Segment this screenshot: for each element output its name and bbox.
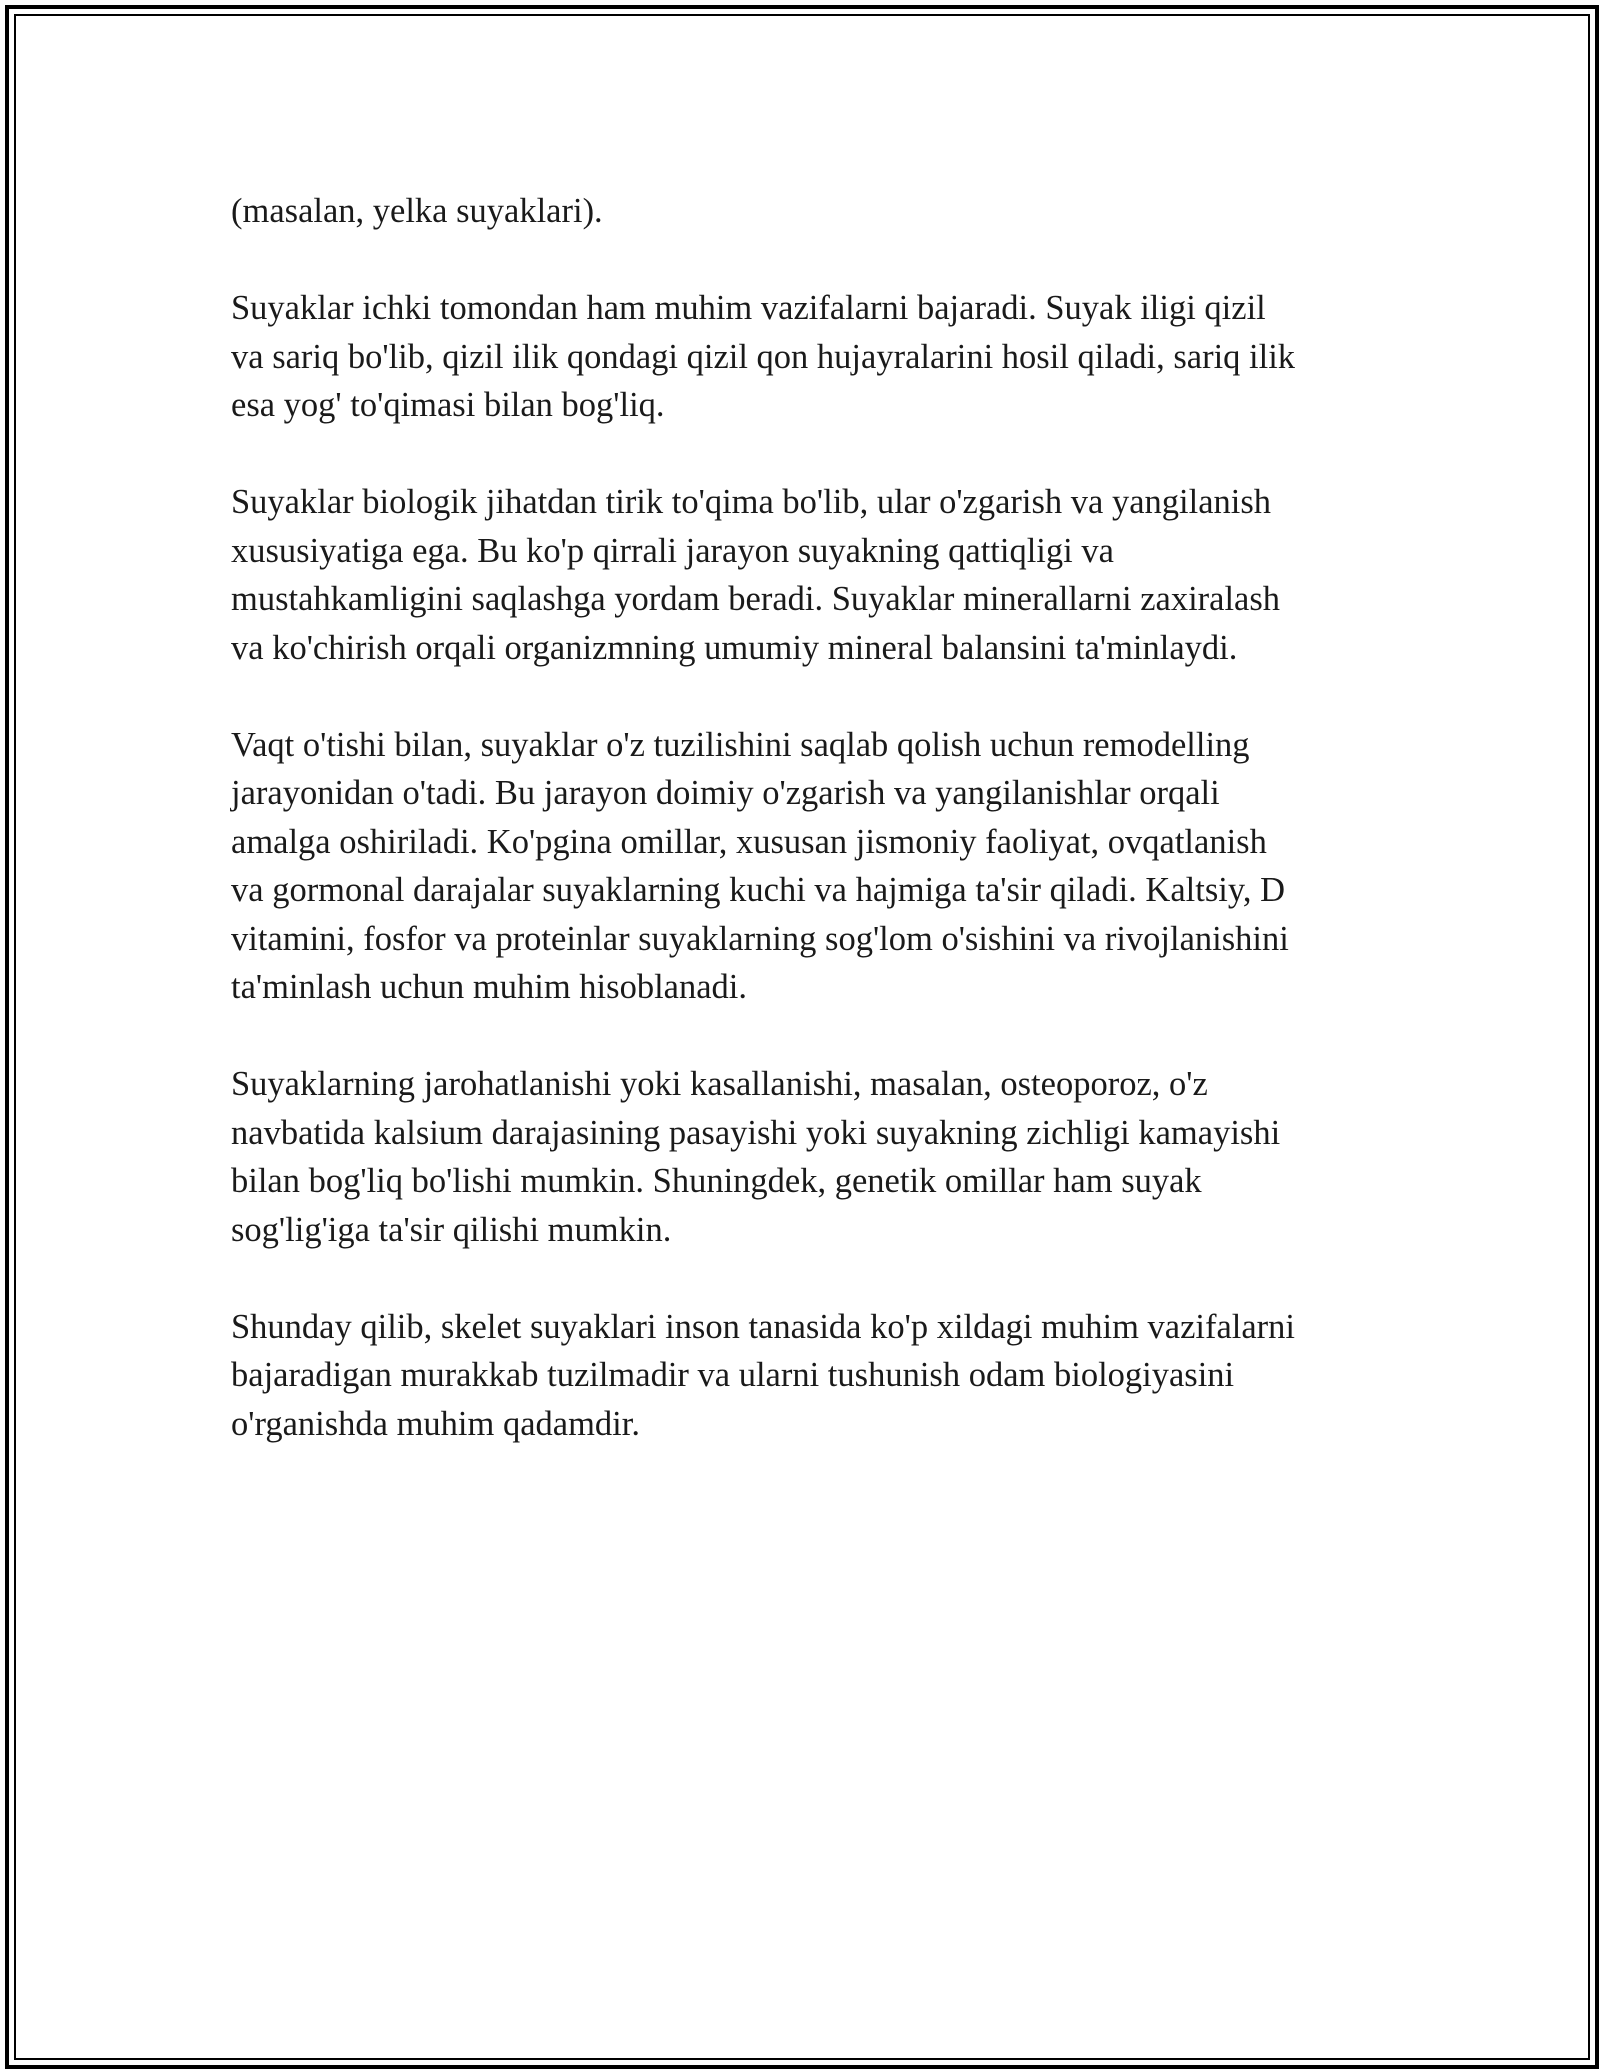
paragraph-conclusion: Shunday qilib, skelet suyaklari inson tanasida ko'p xildagi muhim vazifalarni bajaradigan murakkab tuzilmadir va ularni tushunish odam biologiyasini o'rganishda muhim qadamdir.: [231, 1307, 1296, 1443]
paragraph-continuation: (masalan, yelka suyaklari).: [231, 192, 603, 230]
document-body: [231, 187, 1391, 1497]
paragraph-bone-marrow: Suyaklar ichki tomondan ham muhim vazifalarni bajaradi. Suyak iligi qizil va sariq bo'lib, qizil ilik qondagi qizil qon hujayralarini hosil qiladi, sariq ilik esa yog' to'qimasi bilan bog'liq.: [231, 289, 1296, 424]
paragraph-remodelling: Vaqt o'tishi bilan, suyaklar o'z tuzilishini saqlab qolish uchun remodelling jarayonidan o'tadi. Bu jarayon doimiy o'zgarish va yangilanishlar orqali amalga oshiriladi. Ko'pgina omillar, xususan jismoniy faoliyat, ovqatlanish va gormonal darajalar suyaklarning kuchi va hajmiga ta'sir qiladi. Kaltsiy, D vitamini, fosfor va proteinlar suyaklarning sog'lom o'sishini va rivojlanishini ta'minlash uchun muhim hisoblanadi.: [231, 725, 1289, 1006]
paragraph-living-tissue: Suyaklar biologik jihatdan tirik to'qima bo'lib, ular o'zgarish va yangilanish xususiyatiga ega. Bu ko'p qirrali jarayon suyakning qattiqligi va mustahkamligini saqlashga yordam beradi. Suyaklar minerallarni zaxiralash va ko'chirish orqali organizmning umumiy mineral balansini ta'minlaydi.: [231, 483, 1281, 667]
paragraph-injuries-diseases: Suyaklarning jarohatlanishi yoki kasallanishi, masalan, osteoporoz, o'z navbatida kalsium darajasining pasayishi yoki suyakning zichligi kamayishi bilan bog'liq bo'lishi mumkin. Shuningdek, genetik omillar ham suyak sog'lig'iga ta'sir qilishi mumkin.: [231, 1065, 1281, 1249]
